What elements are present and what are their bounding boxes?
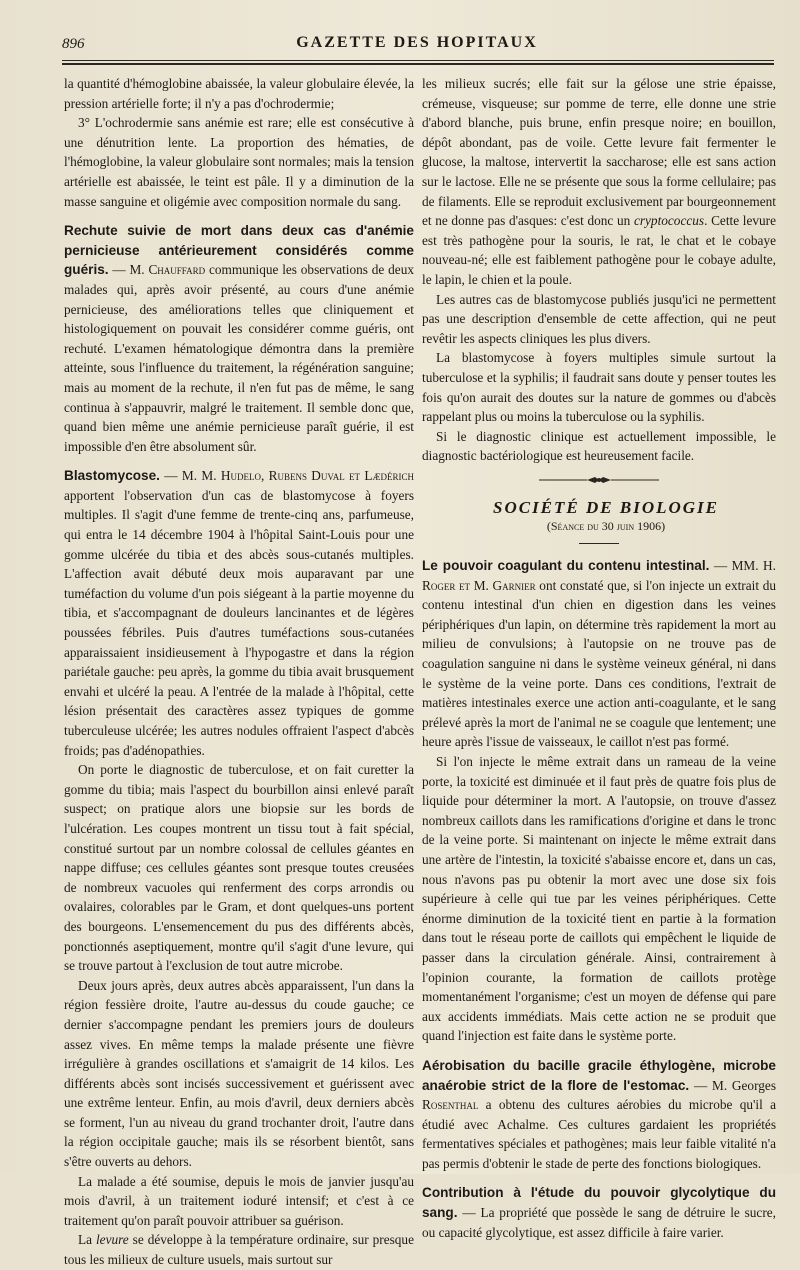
section-coagulant bbox=[422, 556, 776, 752]
page-number: 896 bbox=[62, 36, 85, 52]
header-rule bbox=[62, 60, 774, 61]
society-heading: SOCIÉTÉ DE BIOLOGIE bbox=[493, 497, 719, 517]
text: les milieux sucrés; elle fait sur la gélose une strie épaisse, crémeuse, visqueuse; sur pomme de terre, elle donne une strie d'abord blanche, puis brune, enfin presque noire; en bouillon, dépôt abondant, pas de voile. Cette levure fait fermenter le glucose, la maltose, intervertit la saccharose; elle est sans action sur le lactose. Elle ne se présente que sous la forme cellulaire; pas de filaments. Elle se reproduit exclusivement par bourgeonnement et ne donne pas d'asques: c'est donc un bbox=[422, 76, 776, 229]
section-text: communique les observations de deux malades qui, après avoir présenté, au cours d'une anémie pernicieuse, des améliorations telles que cliniquement et histologiquement on pouvait les considérer comme guéris, ont rechuté. L'examen hématologique démontra dans la première atteinte, sous l'influence du traitement, la régénération sanguine; mais au moment de la rechute, il n'en fut pas de même, le sang continua à s'appauvrir, malgré le traitement. Il semble donc que, quand bien même une anémie pernicieuse paraît guérie, il est impossible d'en être absolument sûr. bbox=[64, 262, 414, 454]
short-rule bbox=[579, 543, 619, 544]
session-date: (Séance du 30 juin 1906) bbox=[546, 519, 666, 534]
section-title: Rechute suivie de mort dans deux cas d'anémie pernicieuse antérieurement considérés comme guéris. bbox=[64, 223, 414, 278]
author: Chauffard bbox=[148, 262, 206, 278]
section-text: — La propriété que possède le sang de détruire le sucre, ou capacité glycolytique, est assez difficile à faire varier. bbox=[422, 1205, 776, 1240]
section-text: apportent l'observation d'un cas de blastomycose à foyers multiples. Il s'agit d'une femme de trente-cinq ans, parfumeuse, qui entra le 14 décembre 1904 à l'hôpital Saint-Louis pour une gomme ulcérée du tibia et des abcès sous-cutanés multiples. L'affection avait débuté deux mois auparavant par une tuméfaction du volume d'un pois siégeant à la partie moyenne du tibia, et s'accompagnant de douleurs lancinantes et de légères poussées fébriles. Puis d'autres tuméfactions sous-cutanées apparaissaient insidieusement à l'hypogastre et dans la région pariétale gauche: peu après, la gomme du tibia avait brusquement envahi et ulcéré la peau. A l'entrée de la malade à l'hôpital, cette lésion présentait des caractères assez typiques de gomme tuberculeuse ulcérée; les autres nodules offraient l'aspect d'abcès froids; pas d'adénopathies. bbox=[64, 487, 414, 758]
dash: — M. bbox=[108, 262, 149, 278]
author: Rosenthal bbox=[422, 1097, 479, 1113]
section-text: ont constaté que, si l'on injecte un extrait du contenu intestinal d'un chien en digestion dans les veines périphériques d'un lapin, on détermine très rapidement la mort au milieu de convulsions; à l'autopsie on ne trouve pas de coagulation sanguine ni dans le système veineux général, ni dans le système de la veine porte. Dans ces conditions, l'extrait de matières intestinales exerce une action anti-coagulante, et le sang prélevé après la mort de l'animal ne se coagule que lentement; une heure après l'issue de vaisseaux, le caillot n'est pas formé. bbox=[422, 577, 776, 750]
paragraph: Si l'on injecte le même extrait dans un rameau de la veine porte, la toxicité est diminuée et il faut près de quatre fois plus de liquide pour déterminer la mort. A l'autopsie, on trouve d'assez nombreux caillots dans les ramifications d'origine et dans le tronc de la veine porte. Si maintenant on injecte le même extrait dans une artère de l'intestin, la toxicité s'abaisse encore et, dans un cas, nous n'avons pas pu obtenir la mort avec une dose six fois supérieure à celle qui tue par les veines périphériques. Cette énorme diminution de la toxicité tient en partie à la formation dans tout le réseau porte de caillots qui empêchent le liquide de passer dans la circulation générale. Ainsi, contrairement à l'opinion courante, la formation de caillots protège momentanément l'organisme; c'est un moyen de défense qui pare aux accidents immédiats. Mais cette action ne se produit que quand l'injection est faite dans le système porte. bbox=[422, 754, 776, 1044]
dash: — M. Georges bbox=[689, 1077, 776, 1093]
paragraph: la quantité d'hémoglobine abaissée, la valeur globulaire élevée, la pression artérielle forte; il n'y a pas d'ochrodermie; bbox=[64, 76, 414, 111]
page-header bbox=[62, 34, 772, 58]
paragraph: La malade a été soumise, depuis le mois de janvier jusqu'au mois d'avril, à un traitement ioduré intensif; et c'est à ce traitement qu'on paraît pouvoir attribuer sa guérison. bbox=[64, 1173, 414, 1228]
section-title: Blastomycose. bbox=[64, 468, 160, 484]
paragraph: 3° L'ochrodermie sans anémie est rare; elle est consécutive à une dénutrition lente. La proportion des hématies, de l'hémoglobine, la valeur globulaire sont normales; mais la tension artérielle est abaissée, le teint est pâle. Il y a diminution de la masse sanguine et oligémie avec composition normale du sang. bbox=[64, 115, 414, 209]
paragraph: Si le diagnostic clinique est actuellement impossible, le diagnostic bactériologique est heureusement facile. bbox=[422, 428, 776, 464]
authors: H. Roger et M. Garnier bbox=[422, 558, 776, 593]
section-title: Le pouvoir coagulant du contenu intestinal. bbox=[422, 558, 710, 574]
section-blastomycose bbox=[64, 466, 414, 760]
italic-term: levure bbox=[95, 1232, 129, 1248]
text: La bbox=[78, 1232, 96, 1248]
section-title: Aérobisation du bacille gracile éthylogène, microbe anaérobie strict de la flore de l'estomac. bbox=[422, 1057, 776, 1093]
running-title: GAZETTE DES HOPITAUX bbox=[296, 34, 538, 51]
left-column bbox=[64, 74, 414, 1270]
paragraph bbox=[422, 74, 776, 290]
dash: — M. M. bbox=[159, 468, 221, 484]
header-rule-thick bbox=[62, 63, 774, 65]
paragraph bbox=[64, 1230, 414, 1269]
section-aerobisation bbox=[422, 1056, 776, 1174]
dash: — MM. bbox=[709, 558, 764, 574]
italic-term: cryptococcus bbox=[633, 213, 705, 229]
section-glycolytique bbox=[422, 1183, 776, 1242]
paragraph: Les autres cas de blastomycose publiés jusqu'ici ne permettent pas une description d'ensemble de cette affection, qui ne peut revêtir les aspects cliniques les plus divers. bbox=[422, 291, 776, 346]
text: . Cette levure est très pathogène pour la souris, le rat, le chat et le cobaye nouveau-né; elle est faiblement pathogène pour le cobaye adulte, le lapin, le chien et la poule. bbox=[422, 213, 776, 287]
paragraph: On porte le diagnostic de tuberculose, et on fait curetter la gomme du tibia; mais l'aspect du bourbillon ainsi enlevé paraît suspect; on pratique alors une biopsie sur les bords de l'ulcération. Les coupes montrent un tissu tout à fait spécial, constitué surtout par un nombre colossal de cellules géantes en nappe diffuse; ces cellules géantes sont presque toutes creusées de nombreux vacuoles qui renferment des corps arrondis ou ovalaires, colorables par le Gram, et dont quelques-uns portent des bourgeons. L'ensemencement du pus des différents abcès, ponctionnés aseptiquement, montre qu'il s'agit d'une levure, qui se trouve partout à l'exclusion de tout autre microbe. bbox=[64, 762, 414, 974]
section-title: Contribution à l'étude du pouvoir glycolytique du sang. bbox=[422, 1185, 776, 1221]
paragraph: Deux jours après, deux autres abcès apparaissent, l'un dans la région fessière droite, l'autre au-dessus du coude gauche; ce dernier s'accompagne pendant les premiers jours de douleurs assez vives. En même temps la malade présente une fièvre irrégulière à grandes oscillations et s'amaigrit de 14 kilos. Les différents abcès sont incisés successivement et guérissent avec une extrême lenteur. Enfin, au mois d'avril, deux derniers abcès se forment, l'un au niveau du grand trochanter droit, l'autre dans la région occipitale gauche; mais ils se résorbent bientôt, sans s'être ouverts au dehors. bbox=[64, 977, 414, 1170]
paragraph: La blastomycose à foyers multiples simule surtout la tuberculose et la syphilis; il faudrait sans doute y penser toutes les fois qu'on aurait des doutes sur la nature de gommes ou d'abcès rappelant plus ou moins la tuberculose ou la syphilis. bbox=[422, 350, 776, 425]
right-column bbox=[422, 74, 776, 1242]
section-text: a obtenu des cultures aérobies du microbe qu'il a étudié avec Achalme. Ces cultures gardaient les propriétés fermentatives spéciales et pathogènes; mais leur faible vitalité n'a pas permis d'obtenir le stade de perte des fonctions biologiques. bbox=[422, 1097, 776, 1171]
text: se développe à la température ordinaire, sur presque tous les milieux de culture usuels, mais surtout sur bbox=[64, 1232, 414, 1268]
section-rechute bbox=[64, 221, 414, 456]
ornament-divider bbox=[539, 476, 659, 484]
authors: Hudelo, Rubens Duval et Lædérich bbox=[220, 468, 414, 484]
